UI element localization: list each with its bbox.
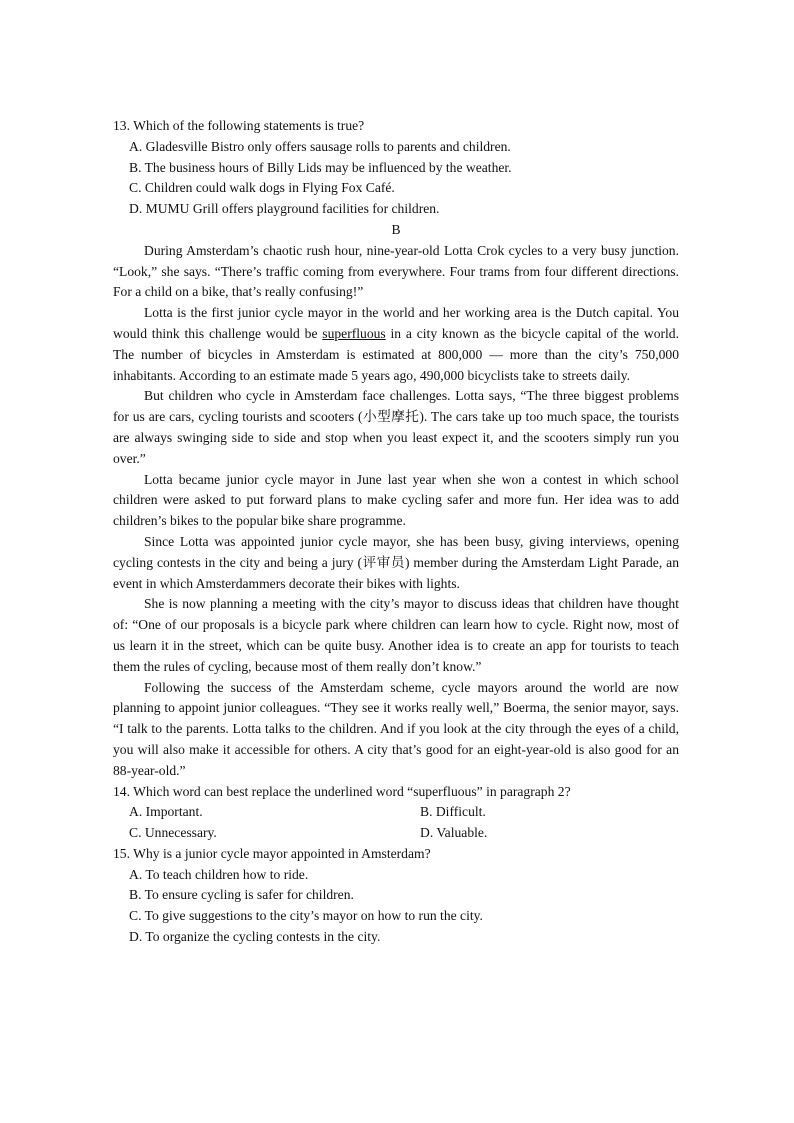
passage-paragraph-1: During Amsterdam’s chaotic rush hour, nine-year-old Lotta Crok cycles to a very busy junction. “Look,” she says. “There’s traffic coming from everywhere. Four trams from four different directions. For a child on a bike, that’s really confusing!”: [113, 242, 679, 300]
q13-option-c: C. Children could walk dogs in Flying Fox Café.: [129, 180, 395, 196]
q15-option-d: D. To organize the cycling contests in the city.: [129, 929, 381, 945]
question-14: 14. Which word can best replace the underlined word “superfluous” in paragraph 2?: [113, 783, 571, 799]
q14-options-row-2: [113, 823, 679, 844]
q14-option-b: B. Difficult.: [420, 804, 486, 820]
document-page: [113, 116, 679, 948]
q15-option-c: C. To give suggestions to the city’s mayor on how to run the city.: [129, 908, 483, 924]
q13-option-a: A. Gladesville Bistro only offers sausage rolls to parents and children.: [129, 138, 511, 154]
passage-paragraph-4: Lotta became junior cycle mayor in June last year when she won a contest in which school children were asked to put forward plans to make cycling safer and more fun. Her idea was to add children’s bikes to the popular bike share programme.: [113, 471, 679, 529]
passage-paragraph-3: But children who cycle in Amsterdam face challenges. Lotta says, “The three biggest problems for us are cars, cycling tourists and scooters (小型摩托). The cars take up too much space, the tourists are always swinging side to side and stop when you least expect it, and the scooters simply run you over.”: [113, 388, 679, 466]
q14-option-a: A. Important.: [129, 804, 203, 820]
passage-paragraph-5: Since Lotta was appointed junior cycle mayor, she has been busy, giving interviews, opening cycling contests in the city and being a jury (评审员) member during the Amsterdam Light Parade, an event in which Amsterdammers decorate their bikes with lights.: [113, 533, 679, 591]
q14-option-c: C. Unnecessary.: [129, 825, 217, 841]
q14-options-row-1: [113, 802, 679, 823]
q13-option-b: B. The business hours of Billy Lids may be influenced by the weather.: [129, 159, 512, 175]
question-13: 13. Which of the following statements is true?: [113, 118, 365, 133]
underlined-word-superfluous: superfluous: [322, 325, 386, 341]
q15-option-b: B. To ensure cycling is safer for children.: [129, 887, 354, 903]
q14-option-d: D. Valuable.: [420, 825, 488, 841]
question-15: 15. Why is a junior cycle mayor appointed in Amsterdam?: [113, 845, 431, 861]
passage-paragraph-2: [113, 303, 679, 386]
q13-option-d: D. MUMU Grill offers playground facilities for children.: [129, 201, 440, 217]
section-letter-b: B: [391, 221, 401, 237]
passage-paragraph-7: Following the success of the Amsterdam scheme, cycle mayors around the world are now planning to appoint junior colleagues. “They see it works really well,” Boerma, the senior mayor, says. “I talk to the parents. Lotta talks to the children. And if you look at the city through the eyes of a child, you will also make it accessible for others. A city that’s good for an eight-year-old is also good for an 88-year-old.”: [113, 679, 679, 778]
paragraph-2-text-end: in a city known as the bicycle capital of the world. The number of bicycles in Amsterdam is estimated at 800,000 — more than the city’s 750,000 inhabitants. According to an estimate made 5 years ago, 490,000 bicyclists take to streets daily.: [113, 325, 679, 383]
passage-paragraph-6: She is now planning a meeting with the city’s mayor to discuss ideas that children have thought of: “One of our proposals is a bicycle park where children can learn how to cycle. Right now, most of us learn it in the street, which can be quite busy. Another idea is to create an app for tourists to teach them the rules of cycling, because most of them really don’t know.”: [113, 596, 679, 674]
q15-option-a: A. To teach children how to ride.: [129, 866, 309, 882]
paragraph-2-text-start: Lotta is the first junior cycle mayor in the world and her working area is the Dutch capital. You would think this challenge would be: [113, 305, 679, 341]
